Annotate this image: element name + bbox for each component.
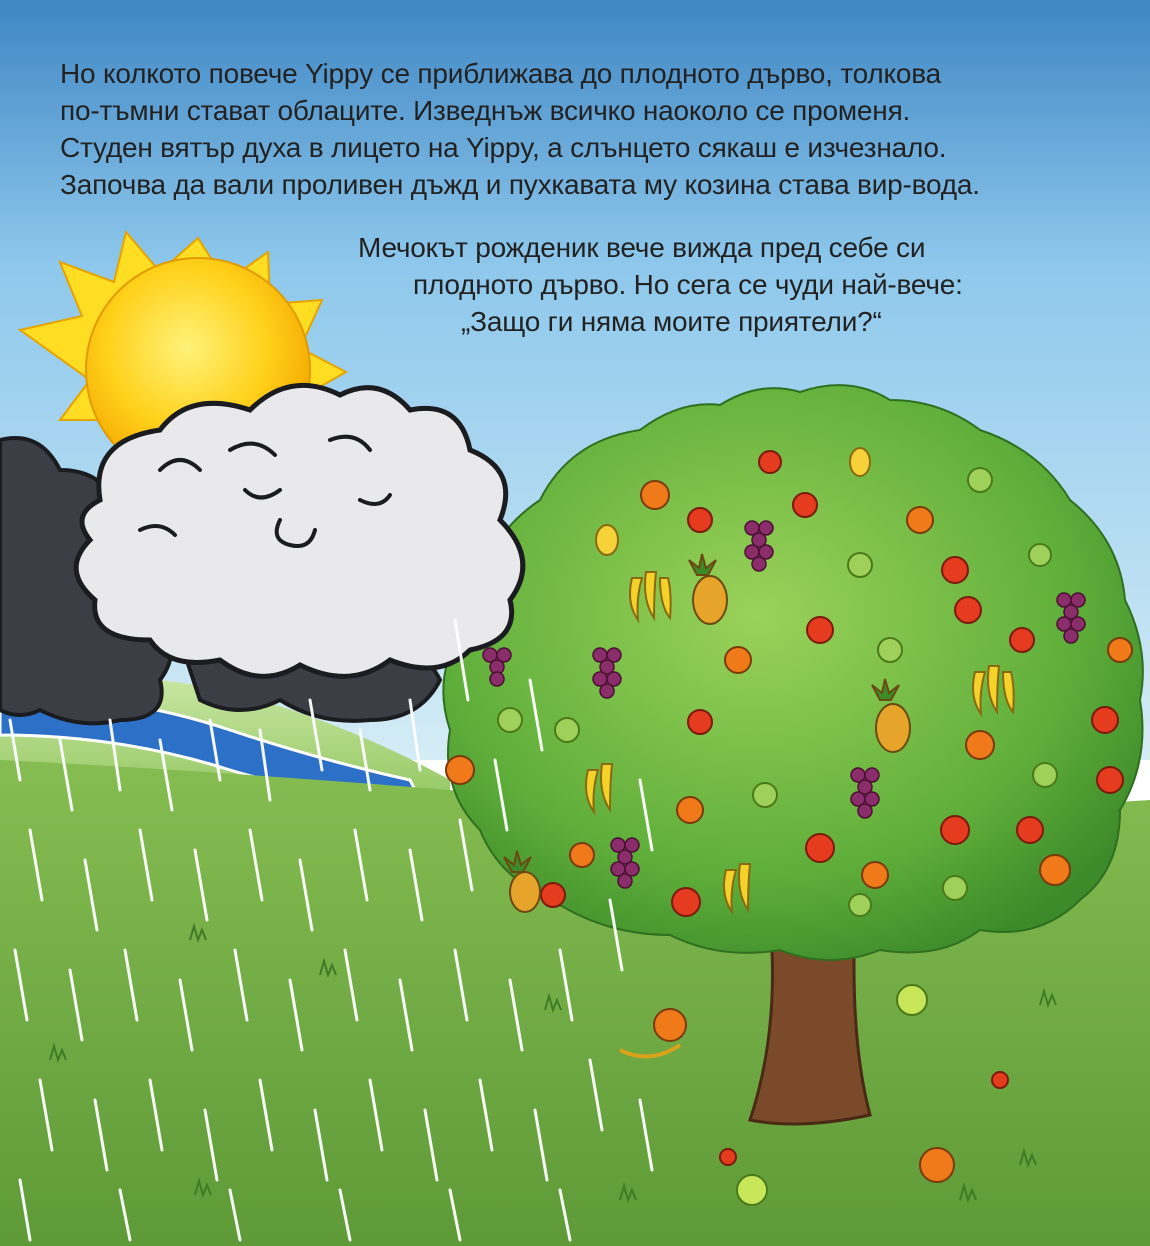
story-paragraph-1 (60, 55, 980, 203)
story-line: Мечокът рожденик вече вижда пред себе си (358, 232, 926, 263)
story-line: „Защо ги няма моите приятели?“ (461, 306, 882, 337)
story-line: Започва да вали проливен дъжд и пухкавата му козина става вир-вода. (60, 169, 980, 200)
story-line: плодното дърво. Но сега се чуди най-вече: (413, 269, 963, 300)
story-line: по-тъмни стават облаците. Изведнъж всичко наоколо се променя. (60, 95, 911, 126)
story-line: Но колкото повече Yippy се приближава до плодното дърво, толкова (60, 58, 942, 89)
story-line: Студен вятър духа в лицето на Yippy, а слънцето сякаш е изчезнало. (60, 132, 947, 163)
